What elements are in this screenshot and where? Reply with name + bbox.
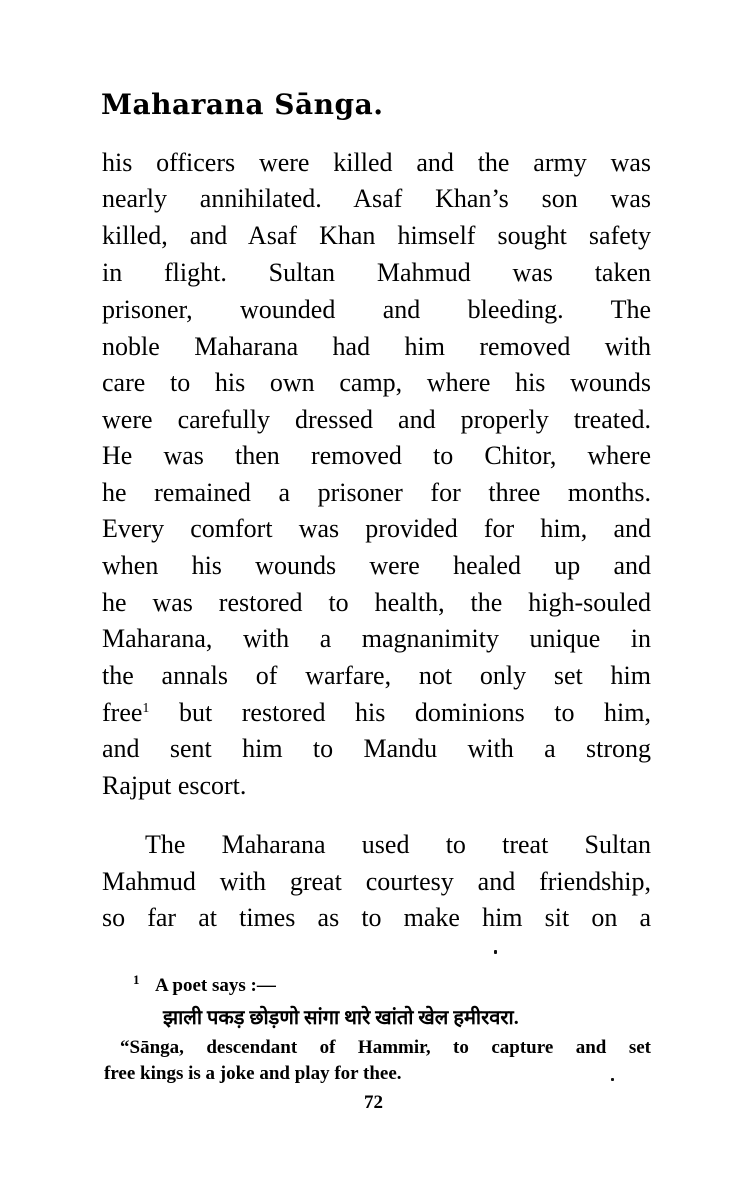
text-line: his officers were killed and the army was: [102, 148, 651, 177]
footnote-reference: 1: [142, 701, 150, 716]
text-line: so far at times as to make him sit on a: [102, 903, 651, 932]
footnote-mark: 1: [133, 972, 140, 987]
word-free: free: [102, 698, 143, 727]
ink-speck: [611, 1078, 614, 1081]
text-line: and sent him to Mandu with a strong: [102, 734, 651, 763]
text-line: killed, and Asaf Khan himself sought safety: [102, 221, 651, 250]
text-line: Mahmud with great courtesy and friendship,: [102, 867, 651, 896]
text-line: in flight. Sultan Mahmud was taken: [102, 258, 651, 287]
text-line: Maharana, with a magnanimity unique in: [102, 624, 651, 653]
line-remainder: but restored his dominions to him,: [178, 698, 652, 727]
text-line: were carefully dressed and properly treated.: [102, 405, 651, 434]
footnote-translation: free kings is a joke and play for thee.: [104, 1063, 402, 1084]
text-line: prisoner, wounded and bleeding. The: [102, 295, 651, 324]
text-line: He was then removed to Chitor, where: [102, 441, 651, 470]
page-number: 72: [364, 1092, 383, 1113]
footnote-translation: “Sānga, descendant of Hammir, to capture and set: [120, 1037, 651, 1058]
text-line: he remained a prisoner for three months.: [102, 478, 651, 507]
text-line: he was restored to health, the high-souled: [102, 588, 651, 617]
text-line: when his wounds were healed up and: [102, 551, 651, 580]
text-line: the annals of warfare, not only set him: [102, 661, 651, 690]
paragraph-first-line: The Maharana used to treat Sultan: [145, 830, 651, 859]
running-title: Maharana Sānga.: [101, 88, 384, 121]
text-line-with-footnote: [102, 698, 651, 728]
footnote-intro: A poet says :—: [155, 975, 276, 996]
ink-speck: [494, 950, 497, 954]
text-line: nearly annihilated. Asaf Khan’s son was: [102, 184, 651, 213]
text-line: Rajput escort.: [102, 771, 247, 800]
footnote-hindi-verse: झाली पकड़ छोड़णो सांगा थारे खांतो खेल हमीरवरा.: [163, 1007, 519, 1029]
text-line: Every comfort was provided for him, and: [102, 514, 651, 543]
text-line: care to his own camp, where his wounds: [102, 368, 651, 397]
text-line: noble Maharana had him removed with: [102, 332, 651, 361]
